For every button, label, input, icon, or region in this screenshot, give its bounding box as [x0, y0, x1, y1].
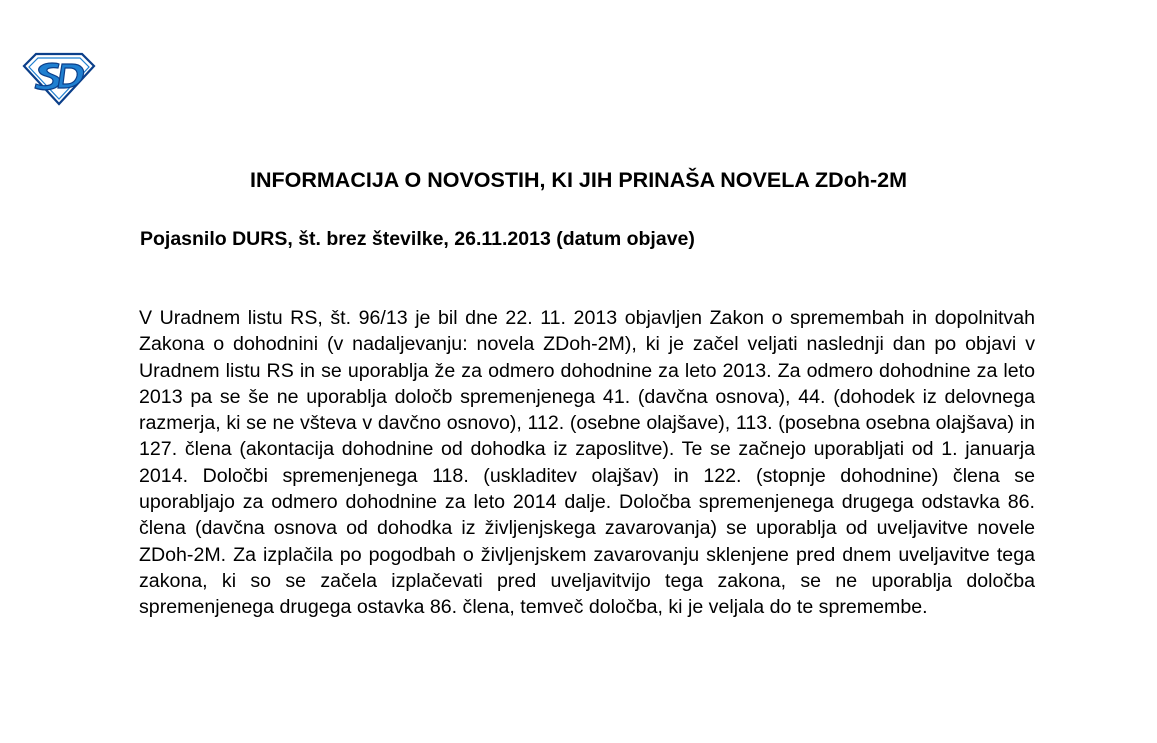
document-title: INFORMACIJA O NOVOSTIH, KI JIH PRINAŠA NOVELA ZDoh-2M [250, 168, 907, 192]
document-subtitle: Pojasnilo DURS, št. brez številke, 26.11.2013 (datum objave) [140, 228, 695, 250]
document-body-paragraph: V Uradnem listu RS, št. 96/13 je bil dne 22. 11. 2013 objavljen Zakon o spremembah in dopolnitvah Zakona o dohodnini (v nadaljevanju: novela ZDoh-2M), ki je začel veljati naslednji dan po objavi v Uradnem listu RS in se uporablja že za odmero dohodnine za leto 2013. Za odmero dohodnine za leto 2013 pa se še ne uporablja določb spremenjenega 41. (davčna osnova), 44. (dohodek iz delovnega razmerja, ki se ne všteva v davčno osnovo), 112. (osebne olajšave), 113. (posebna osebna olajšava) in 127. člena (akontacija dohodnine od dohodka iz zaposlitve). Te se začnejo uporabljati od 1. januarja 2014. Določbi spremenjenega 118. (uskladitev olajšav) in 122. (stopnje dohodnine) člena se uporabljajo za odmero dohodnine za leto 2014 dalje. Določba spremenjenega drugega odstavka 86. člena (davčna osnova od dohodka iz življenjskega zavarovanja) se uporablja od uveljavitve novele ZDoh-2M. Za izplačila po pogodbah o življenjskem zavarovanju sklenjene pred dnem uveljavitve tega zakona, ki so se začela izplačevati pred uveljavitvijo tega zakona, se ne uporablja določba spremenjenega drugega ostavka 86. člena, temveč določba, ki je veljala do te spremembe. [139, 307, 1035, 619]
sd-logo-icon [22, 50, 96, 106]
